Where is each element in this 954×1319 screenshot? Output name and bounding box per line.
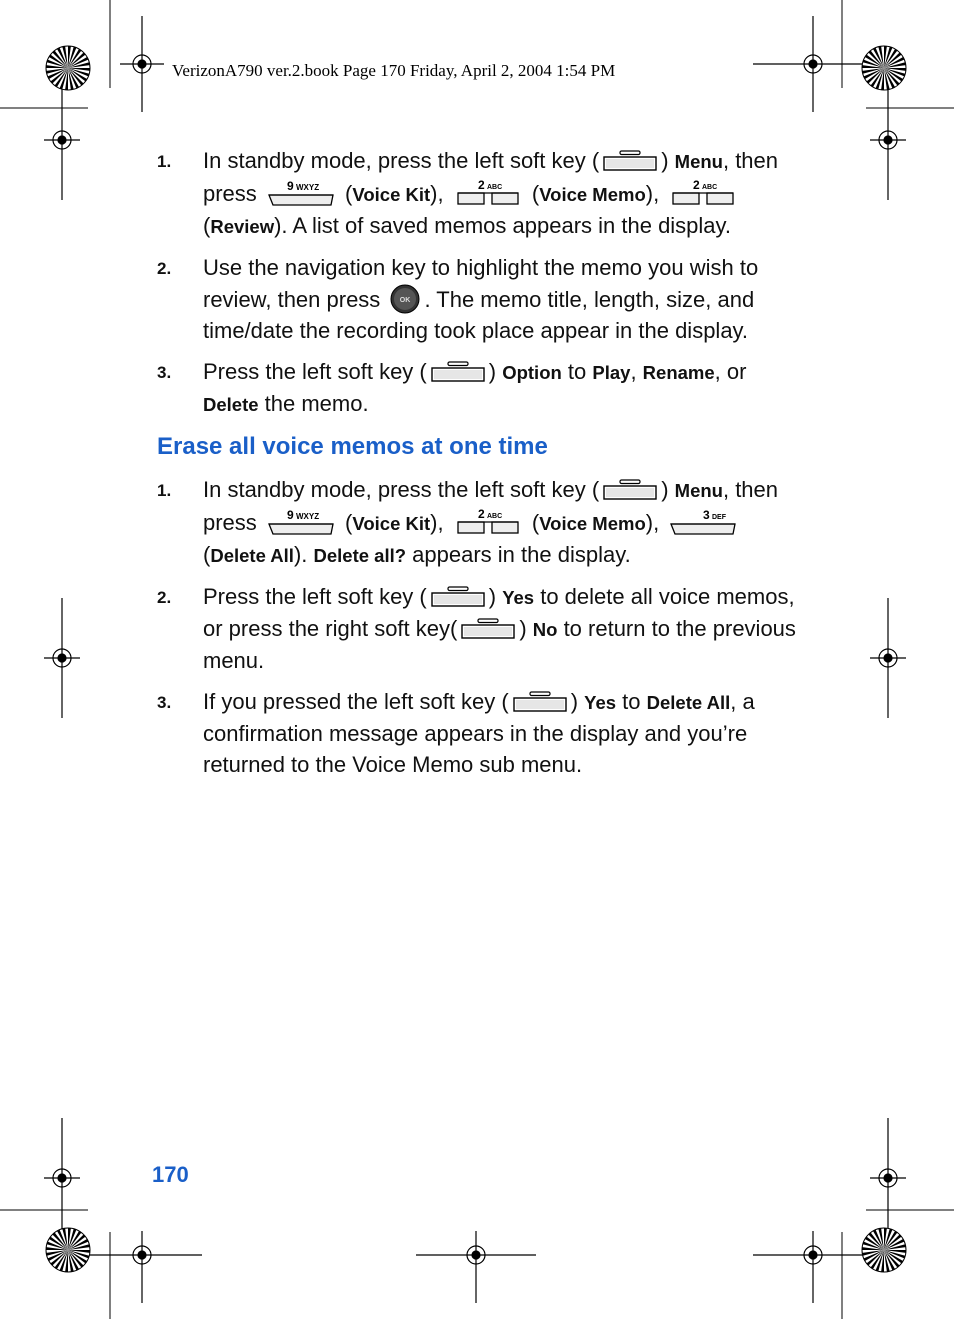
list-item: 1. In standby mode, press the left soft key ( ) Menu, then press 9 WXYZ (Voice Kit), 2 ABC (Voice Memo), 3 DEF (Delete All). Delete all? appears in the display.: [157, 477, 779, 567]
left-soft-key-icon: [511, 689, 569, 713]
svg-text:9: 9: [286, 508, 294, 522]
list-item: 3. Press the left soft key ( ) Option to Play, Rename, or Delete the memo.: [157, 359, 747, 416]
svg-text:9: 9: [286, 179, 294, 193]
right-soft-key-icon: [459, 616, 517, 640]
erase-steps-list: [157, 474, 797, 780]
ok-key-icon: [389, 283, 421, 315]
svg-text:OK: OK: [400, 297, 411, 304]
section-heading: Erase all voice memos at one time: [157, 433, 548, 460]
key-2-icon: [669, 177, 737, 207]
svg-text:WXYZ: WXYZ: [295, 183, 320, 192]
left-soft-key-icon: [429, 359, 487, 383]
left-soft-key-icon: [601, 477, 659, 501]
svg-text:2: 2: [477, 178, 485, 192]
svg-text:DEF: DEF: [712, 514, 727, 521]
svg-text:2: 2: [477, 507, 485, 521]
svg-text:ABC: ABC: [486, 513, 502, 520]
svg-text:3: 3: [703, 508, 711, 522]
key-2-icon: [454, 177, 522, 207]
key-3-icon: [669, 506, 737, 536]
key-2-icon: [454, 506, 522, 536]
svg-text:WXYZ: WXYZ: [295, 512, 320, 521]
left-soft-key-icon: [601, 148, 659, 172]
list-item: 2. Press the left soft key ( ) Yes to delete all voice memos, or press the right soft key( ) No to return to the previous menu.: [157, 584, 796, 673]
list-item: 3. If you pressed the left soft key ( ) Yes to Delete All, a confirmation message appears in the display and you’re returned to the Voice Memo sub menu.: [157, 689, 755, 777]
list-item: 2. Use the navigation key to highlight the memo you wish to review, then press OK . The memo title, length, size, and time/date the recording took place appear in the display.: [157, 255, 759, 343]
review-steps-list: [157, 145, 797, 420]
book-header-line: VerizonA790 ver.2.book Page 170 Friday, April 2, 2004 1:54 PM: [172, 61, 616, 80]
svg-text:2: 2: [693, 178, 701, 192]
page-content: [157, 145, 797, 790]
key-9-icon: [267, 506, 335, 536]
left-soft-key-icon: [429, 584, 487, 608]
key-9-icon: [267, 177, 335, 207]
page-number: 170: [152, 1162, 189, 1187]
svg-text:ABC: ABC: [486, 184, 502, 191]
svg-text:ABC: ABC: [702, 184, 718, 191]
list-item: 1. In standby mode, press the left soft key ( ) Menu, then press 9 WXYZ (Voice Kit), 2 ABC (Voice Memo), 2 ABC (Review). A list of saved memos appears in the display.: [157, 148, 779, 238]
